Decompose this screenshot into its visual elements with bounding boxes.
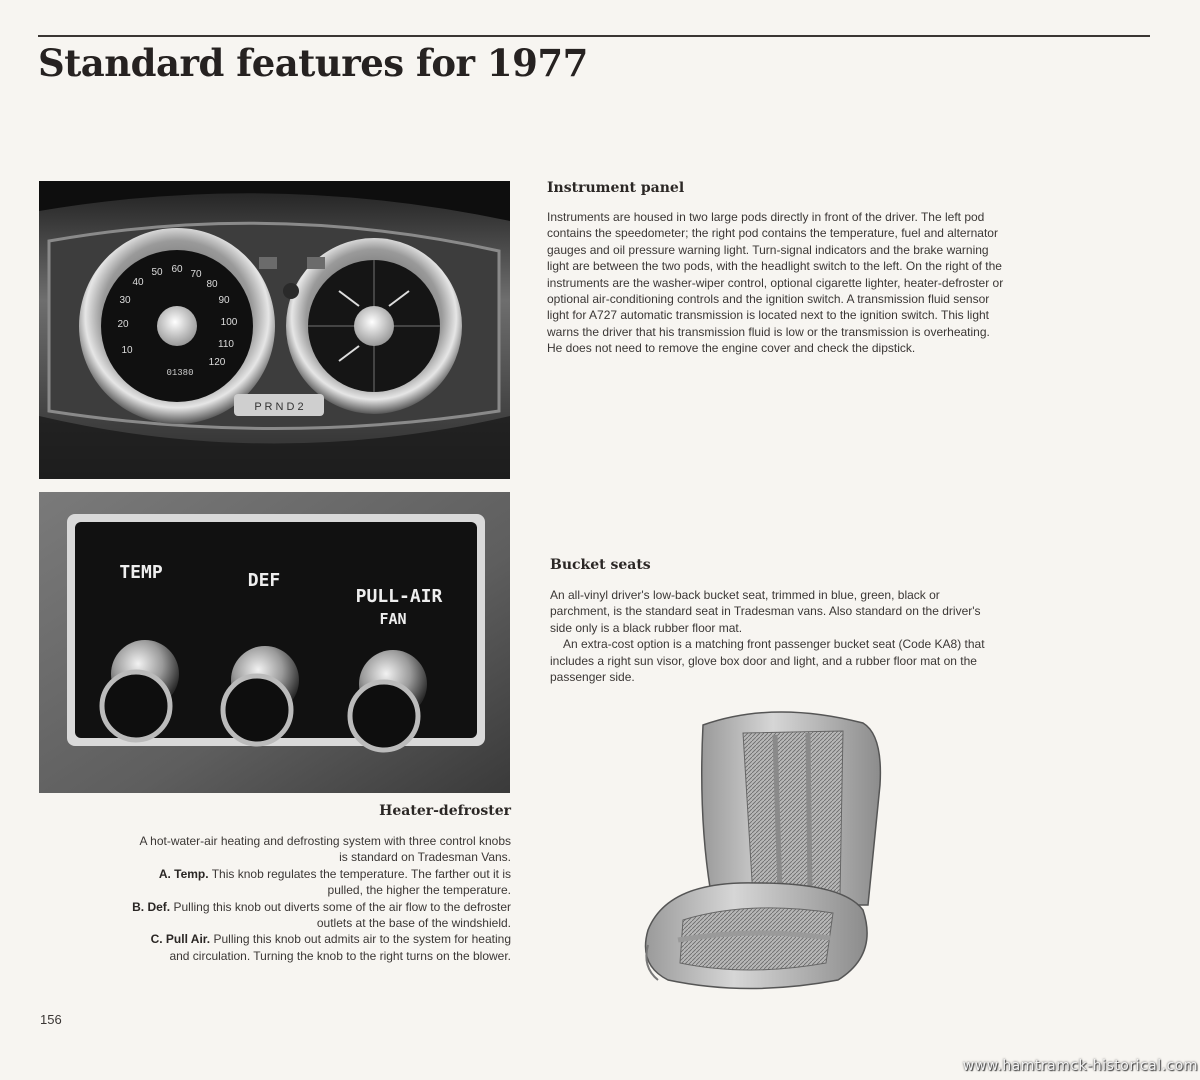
instrument-panel-text: Instruments are housed in two large pods directly in front of the driver. The left pod contains the speedometer; the right pod contains the temperature, fuel and alternator gauges and oil pressure warning light. Turn-signal indicators and the brake warning light are between the two pods, with the headlight switch to the left. On the right of the instruments are the washer-wiper control, optional cigarette lighter, heater-defroster or optional air-conditioning controls and the ignition switch. A transmission fluid sensor light for A727 automatic transmission is located next to the ignition switch. This light warns the driver that his transmission fluid is low or the transmission is overheating. He does not need to remove the engine cover and check the dipstick.: [547, 210, 1004, 356]
svg-text:80: 80: [206, 279, 218, 290]
page-title: Standard features for 1977: [38, 41, 588, 85]
bucket-seats-text: [550, 587, 1000, 685]
bucket-seats-heading: Bucket seats: [550, 557, 651, 573]
fan-label: FAN: [379, 610, 407, 628]
svg-text:40: 40: [132, 277, 144, 288]
svg-text:30: 30: [119, 295, 131, 306]
svg-text:90: 90: [218, 295, 230, 306]
temp-label: TEMP: [119, 562, 163, 583]
heater-item-text: This knob regulates the temperature. The farther out it is pulled, the higher the temperature.: [211, 866, 511, 898]
heater-item: [131, 931, 511, 964]
bucket-seats-paragraph: An extra-cost option is a matching front passenger bucket seat (Code KA8) that includes a right sun visor, glove box door and light, and a rubber floor mat on the passenger side.: [550, 637, 985, 685]
heater-item: [131, 866, 511, 899]
gear-indicator: P R N D 2: [254, 401, 304, 413]
heater-controls-photo: [39, 492, 510, 793]
page-number: 156: [40, 1012, 62, 1027]
heater-item-label: B. Def.: [132, 899, 171, 914]
def-label: DEF: [247, 570, 281, 591]
instrument-panel-heading: Instrument panel: [547, 180, 685, 196]
watermark: www.hamtramck-historical.com: [962, 1058, 1198, 1074]
heater-item: [131, 899, 511, 932]
heater-item-label: C. Pull Air.: [150, 932, 211, 947]
svg-text:10: 10: [121, 345, 133, 356]
svg-text:100: 100: [220, 317, 238, 328]
heater-item-text: Pulling this knob out diverts some of the air flow to the defroster outlets at the base of the windshield.: [173, 899, 511, 931]
svg-text:70: 70: [190, 269, 202, 280]
bucket-seat-illustration: [628, 705, 898, 995]
svg-text:20: 20: [117, 319, 129, 330]
odometer: 01380: [166, 368, 194, 378]
top-rule: [38, 35, 1150, 37]
instrument-panel-photo: [39, 181, 510, 479]
heater-defroster-heading: Heater-defroster: [379, 803, 511, 819]
heater-defroster-text: [131, 833, 511, 964]
heater-item-label: A. Temp.: [158, 866, 209, 881]
pull-air-label: PULL-AIR: [355, 586, 443, 607]
svg-text:120: 120: [208, 357, 226, 368]
svg-text:110: 110: [218, 339, 234, 350]
heater-defroster-intro: A hot-water-air heating and defrosting system with three control knobs is standard on Tradesman Vans.: [139, 834, 511, 865]
bucket-seats-paragraph: An all-vinyl driver's low-back bucket seat, trimmed in blue, green, black or parchment, is the standard seat in Tradesman vans. Also standard on the driver's side only is a black rubber floor mat.: [550, 588, 981, 635]
heater-item-text: Pulling this knob out admits air to the system for heating and circulation. Turning the knob to the right turns on the blower.: [169, 932, 511, 963]
svg-text:60: 60: [171, 264, 183, 275]
svg-text:50: 50: [151, 267, 163, 278]
